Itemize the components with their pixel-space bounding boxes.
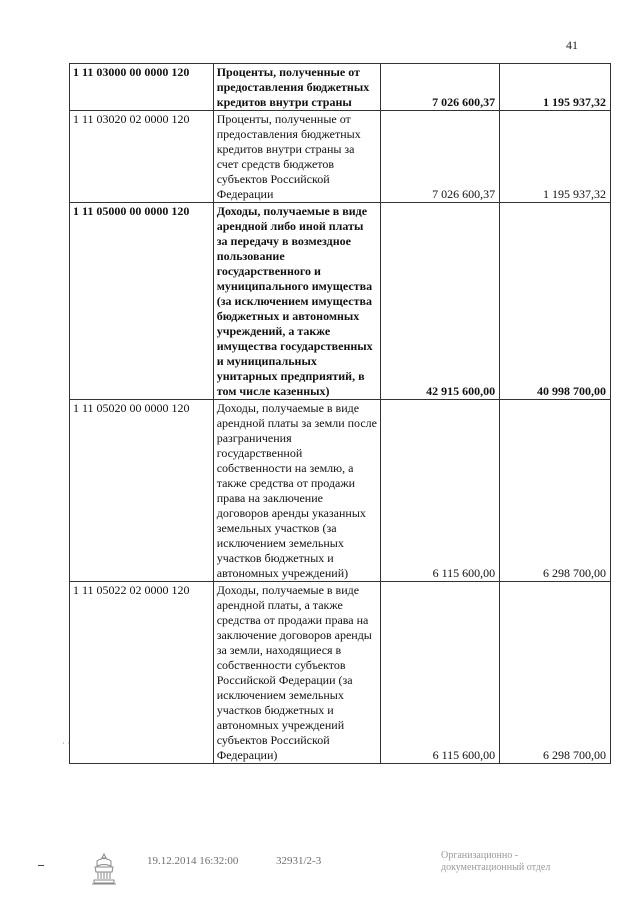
- table-row: [70, 64, 611, 111]
- row-code: 1 11 03000 00 0000 120: [70, 64, 214, 111]
- footer-org-stamp: [441, 850, 550, 874]
- row-name-text: Проценты, полученные от предоставления бюджетных кредитов внутри страны за счет средств бюджетов субъектов Российской Федерации: [216, 112, 361, 201]
- row-code: 1 11 03020 02 0000 120: [70, 111, 214, 203]
- coat-of-arms-icon: [91, 852, 117, 886]
- table-row: [70, 203, 611, 400]
- table-row: [70, 582, 611, 764]
- footer-doc-number: 32931/2-3: [276, 855, 322, 867]
- page-number: 41: [566, 38, 578, 52]
- table-row: [70, 400, 611, 582]
- row-name: [213, 582, 380, 764]
- footer-org-line-2: документационный отдел: [441, 862, 551, 873]
- row-value-2: 1 195 937,32: [500, 111, 611, 203]
- table-row: [70, 111, 611, 203]
- footer-org-line-1: Организационно -: [441, 850, 519, 861]
- row-name-text: Доходы, получаемые в виде арендной либо иной платы за передачу в возмездное пользование государственного и муниципального имущества (за исключением имущества бюджетных и автономных учреждений, а также имущества государственных и муниципальных унитарных предприятий, в том числе казенных): [216, 204, 373, 398]
- row-name: [213, 400, 380, 582]
- row-value-1: 7 026 600,37: [381, 64, 500, 111]
- row-code: 1 11 05000 00 0000 120: [70, 203, 214, 400]
- row-name: [213, 111, 380, 203]
- row-value-2: 6 298 700,00: [500, 400, 611, 582]
- row-value-2: 6 298 700,00: [500, 582, 611, 764]
- row-value-2: 1 195 937,32: [500, 64, 611, 111]
- budget-table: [69, 63, 611, 764]
- row-name-text: Доходы, получаемые в виде арендной платы, а также средства от продажи права на заключение договоров аренды за земли, находящиеся в собственности субъектов Российской Федерации (за исключением земельных участков бюджетных и автономных учреждений субъектов Российской Федерации): [216, 583, 372, 762]
- row-name-text: Проценты, полученные от предоставления бюджетных кредитов внутри страны: [216, 65, 370, 109]
- row-name-text: Доходы, получаемые в виде арендной платы за земли после разграничения государственной собственности на землю, а также средства от продажи права на заключение договоров аренды указанных земельных участков (за исключением земельных участков бюджетных и автономных учреждений): [216, 401, 377, 580]
- row-name: [213, 64, 380, 111]
- footer-date: 19.12.2014 16:32:00: [147, 855, 239, 867]
- row-value-2: 40 998 700,00: [500, 203, 611, 400]
- row-value-1: 7 026 600,37: [381, 111, 500, 203]
- row-code: 1 11 05022 02 0000 120: [70, 582, 214, 764]
- row-code: 1 11 05020 00 0000 120: [70, 400, 214, 582]
- margin-dots: · ·: [62, 738, 71, 748]
- row-name: [213, 203, 380, 400]
- row-value-1: 6 115 600,00: [381, 582, 500, 764]
- row-value-1: 42 915 600,00: [381, 203, 500, 400]
- row-value-1: 6 115 600,00: [381, 400, 500, 582]
- margin-mark: [38, 865, 44, 866]
